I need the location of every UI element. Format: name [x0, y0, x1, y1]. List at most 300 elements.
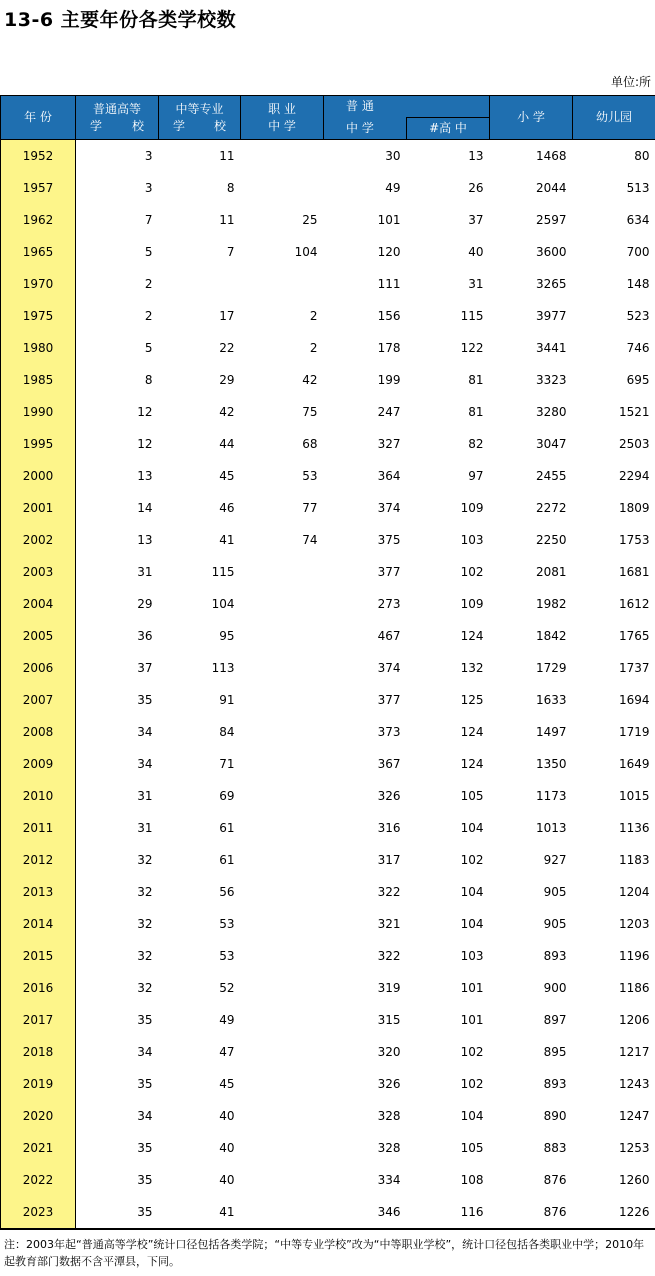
cell-primary: 893: [543, 949, 567, 963]
cell-general: 317: [377, 853, 401, 867]
cell-college: 32: [137, 917, 153, 931]
schools-table: [0, 95, 655, 1230]
footnote: 注：2003年起“普通高等学校”统计口径包括各类学院；“中等专业学校”改为“中等职业学校”，统计口径包括各类职业中学；2010年起教育部门数据不含平潭县，下同。: [4, 1238, 645, 1268]
cell-primary: 1633: [535, 693, 567, 707]
cell-high: 81: [468, 405, 484, 419]
cell-kinder: 1204: [618, 885, 650, 899]
table-row: [1, 524, 655, 556]
cell-primary: 1468: [535, 149, 567, 163]
cell-primary: 900: [543, 981, 567, 995]
cell-vocational: 25: [302, 213, 318, 227]
cell-college: 35: [137, 1141, 153, 1155]
cell-college: 5: [144, 245, 153, 259]
cell-college: 35: [137, 693, 153, 707]
cell-secondary: 11: [219, 149, 235, 163]
cell-primary: 1842: [535, 629, 567, 643]
cell-college: 2: [144, 277, 153, 291]
cell-secondary: 53: [219, 949, 235, 963]
cell-high: 102: [460, 853, 484, 867]
cell-secondary: 95: [219, 629, 235, 643]
cell-kinder: 1737: [618, 661, 650, 675]
cell-primary: 3280: [535, 405, 567, 419]
cell-kinder: 2503: [618, 437, 650, 451]
cell-college: 34: [137, 725, 153, 739]
table-body: [1, 140, 655, 1230]
cell-year: 1980: [1, 332, 76, 364]
cell-college: 13: [137, 469, 153, 483]
cell-kinder: 1226: [573, 1196, 655, 1229]
page-title: 13-6 主要年份各类学校数: [4, 9, 237, 31]
cell-college: 35: [137, 1077, 153, 1091]
cell-year: 2002: [1, 524, 76, 556]
cell-secondary: 47: [219, 1045, 235, 1059]
table-row: [1, 1068, 655, 1100]
cell-high: 104: [460, 885, 484, 899]
cell-kinder: 700: [626, 245, 650, 259]
cell-kinder: 2294: [618, 469, 650, 483]
cell-college: 31: [137, 565, 153, 579]
cell-general: 321: [377, 917, 401, 931]
cell-kinder: 634: [626, 213, 650, 227]
cell-college: 32: [137, 885, 153, 899]
cell-secondary: 11: [219, 213, 235, 227]
cell-high: 37: [468, 213, 484, 227]
cell-college: 5: [144, 341, 153, 355]
table-row: [1, 396, 655, 428]
cell-college: 37: [137, 661, 153, 675]
table-row: [1, 332, 655, 364]
header-college-line1: 普通高等: [92, 101, 141, 116]
cell-secondary: 91: [219, 693, 235, 707]
cell-general: 374: [377, 661, 401, 675]
cell-college: 14: [137, 501, 153, 515]
unit-label: 单位:所: [610, 75, 651, 89]
cell-kinder: 695: [626, 373, 650, 387]
cell-kinder: 523: [626, 309, 650, 323]
cell-college: 3: [144, 149, 153, 163]
cell-primary: 3323: [535, 373, 567, 387]
cell-vocational: [241, 1164, 324, 1196]
cell-secondary: 49: [219, 1013, 235, 1027]
table-row: [1, 1004, 655, 1036]
cell-secondary: 52: [219, 981, 235, 995]
cell-secondary: 40: [219, 1173, 235, 1187]
cell-year: 2013: [1, 876, 76, 908]
cell-secondary: 41: [159, 1196, 241, 1229]
cell-college: 34: [137, 757, 153, 771]
table-row: [1, 1164, 655, 1196]
cell-high: 97: [468, 469, 484, 483]
table-row: [1, 428, 655, 460]
cell-vocational: [241, 172, 324, 204]
cell-general: 315: [377, 1013, 401, 1027]
cell-secondary: 45: [219, 469, 235, 483]
cell-primary: 1497: [535, 725, 567, 739]
cell-year: 1952: [1, 140, 76, 173]
cell-secondary: 7: [226, 245, 235, 259]
cell-general: 320: [377, 1045, 401, 1059]
cell-high: 104: [460, 917, 484, 931]
cell-vocational: [241, 556, 324, 588]
cell-vocational: [241, 1036, 324, 1068]
cell-secondary: 104: [211, 597, 235, 611]
header-general-top: [324, 96, 490, 118]
table-row: [1, 620, 655, 652]
cell-vocational: [241, 780, 324, 812]
cell-general: 322: [377, 885, 401, 899]
cell-primary: 3441: [535, 341, 567, 355]
cell-year: 2008: [1, 716, 76, 748]
cell-secondary: 44: [219, 437, 235, 451]
cell-vocational: [241, 1004, 324, 1036]
cell-primary: 2455: [535, 469, 567, 483]
cell-vocational: [241, 940, 324, 972]
cell-vocational: [241, 652, 324, 684]
cell-vocational: [241, 140, 324, 173]
cell-year: 1990: [1, 396, 76, 428]
cell-high: 108: [460, 1173, 484, 1187]
cell-vocational: [241, 1132, 324, 1164]
header-secondary-line1: 中等专业: [175, 101, 224, 116]
cell-kinder: 1015: [618, 789, 650, 803]
cell-high: 31: [468, 277, 484, 291]
cell-college: 29: [137, 597, 153, 611]
header-primary-label: 小 学: [517, 110, 545, 124]
header-primary: [490, 96, 573, 140]
cell-secondary: 42: [219, 405, 235, 419]
cell-kinder: 1243: [618, 1077, 650, 1091]
cell-year: 2011: [1, 812, 76, 844]
cell-year: 1985: [1, 364, 76, 396]
cell-secondary: 45: [219, 1077, 235, 1091]
cell-primary: 905: [543, 917, 567, 931]
cell-year: 2007: [1, 684, 76, 716]
cell-secondary: 40: [219, 1109, 235, 1123]
cell-kinder: 1694: [618, 693, 650, 707]
cell-primary: 1729: [535, 661, 567, 675]
cell-college: 7: [144, 213, 153, 227]
cell-high: 26: [468, 181, 484, 195]
cell-year: 2012: [1, 844, 76, 876]
cell-primary: 883: [543, 1141, 567, 1155]
cell-primary: 893: [543, 1077, 567, 1091]
cell-primary: 927: [543, 853, 567, 867]
cell-primary: 905: [543, 885, 567, 899]
cell-primary: 2250: [535, 533, 567, 547]
cell-kinder: 1206: [618, 1013, 650, 1027]
header-general-line1: 普 通: [346, 99, 374, 113]
cell-year: 2004: [1, 588, 76, 620]
cell-college: 32: [137, 853, 153, 867]
cell-vocational: 74: [302, 533, 318, 547]
cell-year: 2014: [1, 908, 76, 940]
cell-high: 125: [460, 693, 484, 707]
cell-vocational: 77: [302, 501, 318, 515]
cell-general: 178: [377, 341, 401, 355]
cell-general: 319: [377, 981, 401, 995]
cell-year: 2017: [1, 1004, 76, 1036]
cell-college: 12: [137, 437, 153, 451]
cell-kinder: 1649: [618, 757, 650, 771]
cell-kinder: 1253: [618, 1141, 650, 1155]
cell-high: 109: [460, 597, 484, 611]
table-row: [1, 460, 655, 492]
header-kindergarten: [573, 96, 655, 140]
cell-general: 326: [377, 1077, 401, 1091]
header-secondary-specialized: [159, 96, 241, 140]
header-vocational-line2: 中 学: [268, 118, 296, 133]
cell-college: 31: [137, 789, 153, 803]
cell-year: 2010: [1, 780, 76, 812]
cell-general: 120: [377, 245, 401, 259]
cell-vocational: [241, 620, 324, 652]
cell-primary: 2597: [535, 213, 567, 227]
cell-high: 105: [460, 1141, 484, 1155]
cell-vocational: [241, 1100, 324, 1132]
cell-year: 2018: [1, 1036, 76, 1068]
cell-vocational: 2: [309, 309, 318, 323]
cell-general: 326: [377, 789, 401, 803]
cell-general: 373: [377, 725, 401, 739]
header-kindergarten-label: 幼儿园: [596, 110, 633, 124]
cell-college: 8: [144, 373, 153, 387]
cell-high: 124: [460, 629, 484, 643]
cell-general: 328: [377, 1109, 401, 1123]
table-row: [1, 748, 655, 780]
table-row: [1, 972, 655, 1004]
cell-year: 1970: [1, 268, 76, 300]
header-vocational-line1: 职 业: [268, 101, 296, 116]
cell-year: 2003: [1, 556, 76, 588]
cell-kinder: 1196: [618, 949, 650, 963]
cell-high: 82: [468, 437, 484, 451]
cell-high: 103: [460, 949, 484, 963]
cell-high: 102: [460, 1077, 484, 1091]
cell-primary: 1982: [535, 597, 567, 611]
cell-general: 322: [377, 949, 401, 963]
cell-general: 247: [377, 405, 401, 419]
cell-kinder: 1136: [618, 821, 650, 835]
header-year-label: 年 份: [24, 110, 52, 124]
cell-high: 132: [460, 661, 484, 675]
cell-primary: 1350: [535, 757, 567, 771]
cell-year: 2009: [1, 748, 76, 780]
table-row: [1, 556, 655, 588]
cell-college: 3: [144, 181, 153, 195]
cell-vocational: [241, 972, 324, 1004]
cell-college: 12: [137, 405, 153, 419]
cell-year: 2021: [1, 1132, 76, 1164]
table-row: [1, 876, 655, 908]
cell-high: 122: [460, 341, 484, 355]
cell-general: 367: [377, 757, 401, 771]
header-college-char-a: 学: [90, 118, 103, 133]
cell-high: 115: [460, 309, 484, 323]
cell-general: 156: [377, 309, 401, 323]
cell-primary: 3265: [535, 277, 567, 291]
cell-kinder: 1809: [618, 501, 650, 515]
cell-high: 101: [460, 1013, 484, 1027]
cell-general: 334: [377, 1173, 401, 1187]
cell-year: 1965: [1, 236, 76, 268]
cell-primary: 876: [490, 1196, 573, 1229]
table-row: [1, 172, 655, 204]
cell-high: 101: [460, 981, 484, 995]
cell-high: 13: [468, 149, 484, 163]
table-row: [1, 684, 655, 716]
cell-year: 2006: [1, 652, 76, 684]
cell-secondary: [159, 268, 241, 300]
cell-general: 328: [377, 1141, 401, 1155]
cell-high: 81: [468, 373, 484, 387]
cell-high: 105: [460, 789, 484, 803]
cell-primary: 3977: [535, 309, 567, 323]
cell-vocational: [241, 716, 324, 748]
cell-high: 124: [460, 725, 484, 739]
header-year: [1, 96, 76, 140]
cell-kinder: 1612: [618, 597, 650, 611]
cell-primary: 2081: [535, 565, 567, 579]
header-college: [76, 96, 159, 140]
cell-secondary: 41: [219, 533, 235, 547]
cell-high: 102: [460, 1045, 484, 1059]
cell-primary: 876: [543, 1173, 567, 1187]
table-row: [1, 844, 655, 876]
cell-year: 2016: [1, 972, 76, 1004]
cell-vocational: [241, 908, 324, 940]
cell-secondary: 61: [219, 821, 235, 835]
cell-high: 102: [460, 565, 484, 579]
cell-vocational: 75: [302, 405, 318, 419]
cell-year: 1957: [1, 172, 76, 204]
cell-primary: 2272: [535, 501, 567, 515]
cell-vocational: 104: [294, 245, 318, 259]
cell-general: 49: [385, 181, 401, 195]
cell-primary: 3047: [535, 437, 567, 451]
cell-year: 1962: [1, 204, 76, 236]
cell-high: 40: [468, 245, 484, 259]
cell-vocational: 68: [302, 437, 318, 451]
table-row: [1, 1036, 655, 1068]
cell-general: 364: [377, 469, 401, 483]
cell-kinder: 513: [626, 181, 650, 195]
cell-year: 2005: [1, 620, 76, 652]
cell-kinder: 148: [626, 277, 650, 291]
table-row: [1, 652, 655, 684]
cell-kinder: 1247: [618, 1109, 650, 1123]
cell-primary: 895: [543, 1045, 567, 1059]
cell-kinder: 80: [634, 149, 650, 163]
cell-kinder: 746: [626, 341, 650, 355]
table-row: [1, 364, 655, 396]
cell-year: 2019: [1, 1068, 76, 1100]
cell-primary: 2044: [535, 181, 567, 195]
table-row: [1, 588, 655, 620]
cell-secondary: 46: [219, 501, 235, 515]
cell-vocational: [241, 268, 324, 300]
cell-vocational: [241, 588, 324, 620]
table-row: [1, 1100, 655, 1132]
cell-kinder: 1719: [618, 725, 650, 739]
table-row: [1, 204, 655, 236]
cell-year: 2022: [1, 1164, 76, 1196]
table-row: [1, 780, 655, 812]
cell-kinder: 1186: [618, 981, 650, 995]
table-row: [1, 1196, 655, 1229]
cell-general: 327: [377, 437, 401, 451]
cell-vocational: [241, 748, 324, 780]
cell-high: 109: [460, 501, 484, 515]
cell-year: 2023: [1, 1196, 76, 1229]
cell-secondary: 53: [219, 917, 235, 931]
cell-year: 1995: [1, 428, 76, 460]
cell-kinder: 1681: [618, 565, 650, 579]
cell-vocational: 2: [309, 341, 318, 355]
cell-general: 273: [377, 597, 401, 611]
table-row: [1, 908, 655, 940]
cell-college: 32: [137, 981, 153, 995]
cell-secondary: 8: [226, 181, 235, 195]
table-row: [1, 236, 655, 268]
cell-secondary: 115: [211, 565, 235, 579]
cell-kinder: 1183: [618, 853, 650, 867]
header-secondary-char-a: 学: [173, 118, 186, 133]
table-row: [1, 1132, 655, 1164]
cell-general: 30: [385, 149, 401, 163]
cell-general: 101: [377, 213, 401, 227]
header-vocational: [241, 96, 324, 140]
cell-secondary: 69: [219, 789, 235, 803]
cell-primary: 897: [543, 1013, 567, 1027]
table-row: [1, 300, 655, 332]
cell-primary: 1013: [535, 821, 567, 835]
cell-vocational: 42: [302, 373, 318, 387]
cell-college: 35: [137, 1173, 153, 1187]
cell-primary: 3600: [535, 245, 567, 259]
cell-college: 34: [137, 1045, 153, 1059]
cell-general: 377: [377, 693, 401, 707]
cell-kinder: 1217: [618, 1045, 650, 1059]
cell-year: 2001: [1, 492, 76, 524]
cell-general: 374: [377, 501, 401, 515]
cell-year: 2020: [1, 1100, 76, 1132]
cell-general: 346: [324, 1196, 407, 1229]
table-row: [1, 492, 655, 524]
header-high-school: [407, 118, 490, 140]
table-row: [1, 812, 655, 844]
header-high-label: #高 中: [429, 121, 467, 135]
cell-general: 377: [377, 565, 401, 579]
cell-vocational: [241, 1068, 324, 1100]
cell-vocational: [241, 812, 324, 844]
cell-secondary: 71: [219, 757, 235, 771]
cell-general: 467: [377, 629, 401, 643]
cell-college: 34: [137, 1109, 153, 1123]
cell-secondary: 84: [219, 725, 235, 739]
cell-secondary: 29: [219, 373, 235, 387]
cell-vocational: [241, 684, 324, 716]
cell-year: 1975: [1, 300, 76, 332]
cell-secondary: 61: [219, 853, 235, 867]
table-row: [1, 716, 655, 748]
cell-general: 199: [377, 373, 401, 387]
cell-secondary: 113: [211, 661, 235, 675]
header-general: [324, 118, 407, 140]
cell-primary: 1173: [535, 789, 567, 803]
cell-vocational: 53: [302, 469, 318, 483]
cell-general: 111: [377, 277, 401, 291]
cell-kinder: 1765: [618, 629, 650, 643]
